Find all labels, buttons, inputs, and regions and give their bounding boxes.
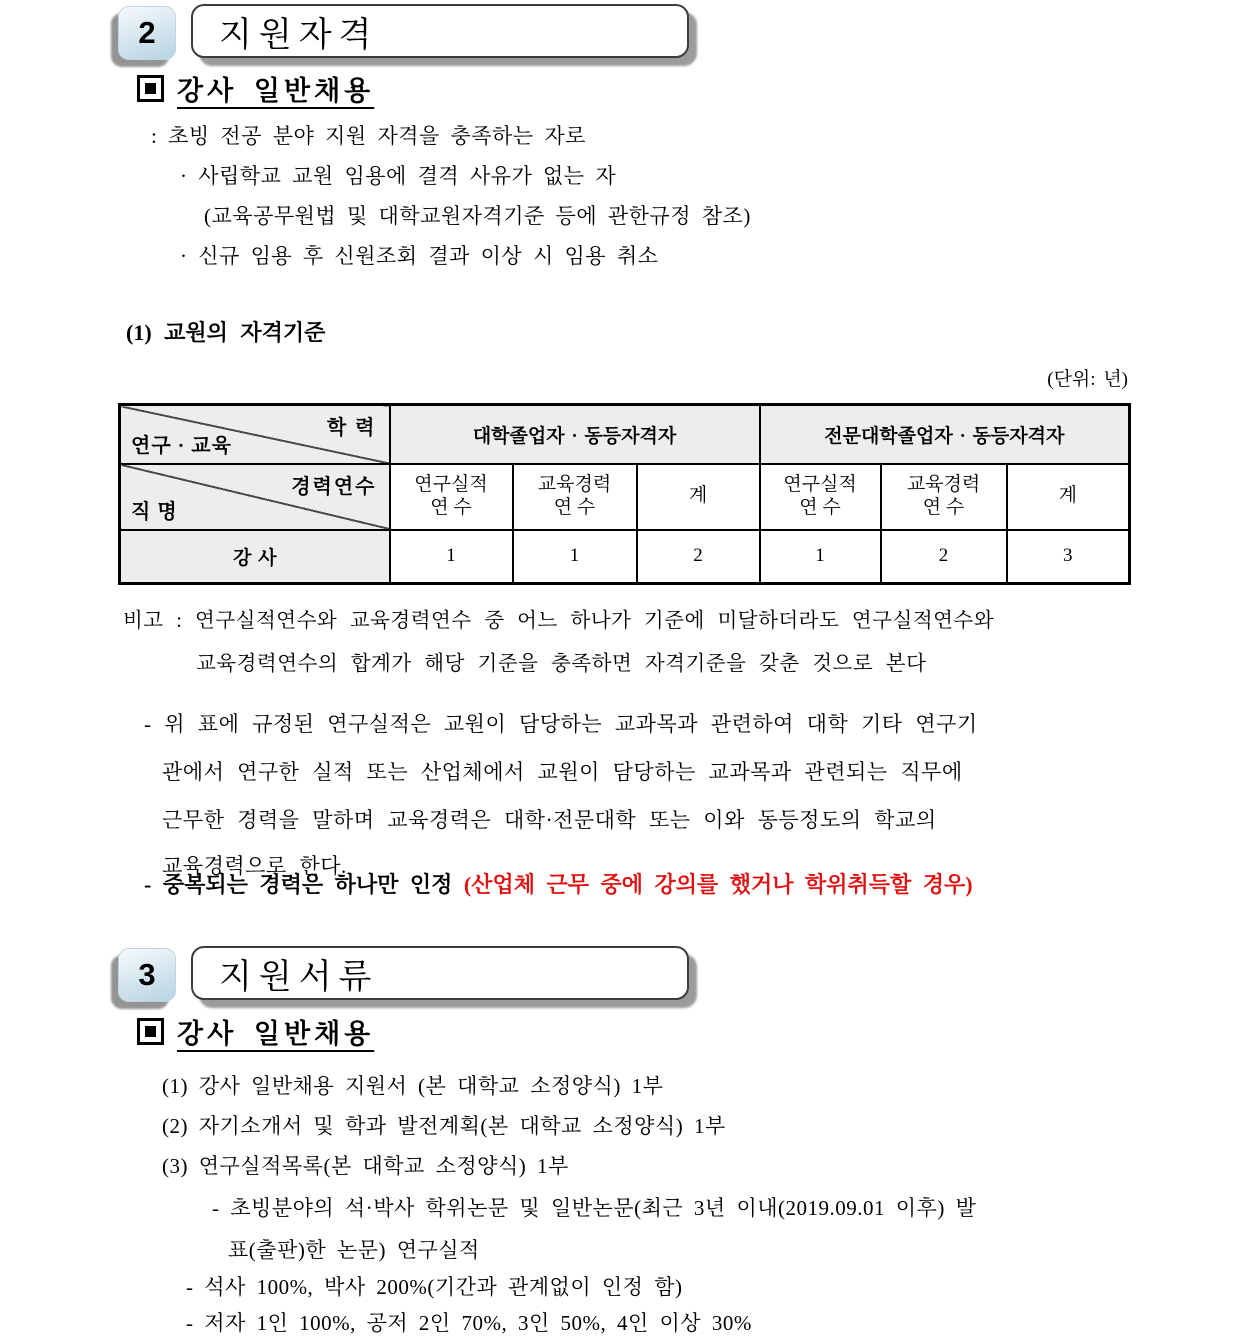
table-note-line-1: 비고 : 연구실적연수와 교육경력연수 중 어느 하나가 기준에 미달하더라도 연구실적연수와 bbox=[123, 610, 995, 632]
qualification-table bbox=[118, 403, 1131, 585]
criteria-heading: (1) 교원의 자격기준 bbox=[126, 320, 326, 345]
duplicate-career-note bbox=[144, 868, 973, 899]
document-subitem-3: - 저자 1인 100%, 공저 2인 70%, 3인 50%, 4인 이상 30% bbox=[186, 1311, 752, 1335]
unit-note: (단위: 년) bbox=[1047, 369, 1128, 390]
duplicate-career-note-red: (산업체 근무 중에 강의를 했거나 학위취득할 경우) bbox=[463, 872, 973, 897]
corner-label-position: 직 명 bbox=[131, 500, 178, 523]
table-row-sub-header bbox=[120, 464, 1130, 530]
table-row-group-header bbox=[120, 405, 1130, 464]
subsection-heading-text: 강사 일반채용 bbox=[177, 1019, 375, 1049]
square-bullet-icon bbox=[137, 1018, 164, 1045]
section-3-number: 3 bbox=[138, 957, 156, 992]
document-subitem-1-line-1: - 초빙분야의 석·박사 학위논문 및 일반논문(최근 3년 이내(2019.09.01 이후) 발 bbox=[212, 1196, 977, 1220]
research-definition-line-3: 근무한 경력을 말하며 교육경력은 대학·전문대학 또는 이와 동등정도의 학교의 bbox=[162, 808, 937, 832]
research-definition-line-4: 교육경력으로 한다. bbox=[162, 854, 347, 878]
section-3-number-badge bbox=[118, 948, 176, 1002]
col-header-teaching-1: 교육경력 연 수 bbox=[513, 464, 637, 530]
corner-label-yeongu-gyoyuk: 연구 · 교육 bbox=[131, 434, 232, 457]
document-item-2: (2) 자기소개서 및 학과 발전계획(본 대학교 소정양식) 1부 bbox=[162, 1114, 726, 1138]
table-corner-cell-education bbox=[120, 405, 390, 464]
duplicate-career-note-black: - 중복되는 경력은 하나만 인정 bbox=[144, 872, 453, 897]
value-teaching-2: 2 bbox=[881, 530, 1007, 584]
qualification-intro-line: : 초빙 전공 분야 지원 자격을 충족하는 자로 bbox=[151, 124, 586, 148]
section-2-number: 2 bbox=[138, 15, 156, 50]
corner-label-career-years: 경력연수 bbox=[291, 475, 377, 498]
table-corner-cell-career bbox=[120, 464, 390, 530]
qualification-bullet-1: · 사립학교 교원 임용에 결격 사유가 없는 자 bbox=[180, 164, 617, 188]
corner-label-hakryeok: 학 력 bbox=[326, 417, 377, 439]
document-item-1: (1) 강사 일반채용 지원서 (본 대학교 소정양식) 1부 bbox=[162, 1074, 664, 1098]
subsection-heading-documents bbox=[137, 1012, 374, 1051]
qualification-bullet-2: · 신규 임용 후 신원조회 결과 이상 시 임용 취소 bbox=[180, 244, 659, 268]
research-definition-line-2: 관에서 연구한 실적 또는 산업체에서 교원이 담당하는 교과목과 관련되는 직무에 bbox=[162, 760, 963, 784]
document-subitem-2: - 석사 100%, 박사 200%(기간과 관계없이 인정 함) bbox=[186, 1275, 683, 1299]
group-header-college-grad: 전문대학졸업자 · 동등자격자 bbox=[760, 405, 1130, 464]
qualification-bullet-1-note: (교육공무원법 및 대학교원자격기준 등에 관한규정 참조) bbox=[204, 204, 751, 228]
value-teaching-1: 1 bbox=[513, 530, 637, 584]
subsection-heading-text: 강사 일반채용 bbox=[177, 76, 375, 106]
section-3-title-box bbox=[191, 946, 689, 1000]
table-row-lecturer bbox=[120, 530, 1130, 584]
value-total-2: 3 bbox=[1007, 530, 1130, 584]
section-2-title: 지원자격 bbox=[219, 16, 379, 54]
section-3-title: 지원서류 bbox=[219, 958, 379, 996]
col-header-research-2: 연구실적 연 수 bbox=[760, 464, 881, 530]
document-subitem-1-line-2: 표(출판)한 논문) 연구실적 bbox=[228, 1238, 480, 1262]
value-total-1: 2 bbox=[637, 530, 760, 584]
document-item-3: (3) 연구실적목록(본 대학교 소정양식) 1부 bbox=[162, 1154, 569, 1178]
col-header-total-2: 계 bbox=[1007, 464, 1130, 530]
value-research-2: 1 bbox=[760, 530, 881, 584]
group-header-university-grad: 대학졸업자 · 동등자격자 bbox=[390, 405, 760, 464]
research-definition-line-1: - 위 표에 규정된 연구실적은 교원이 담당하는 교과목과 관련하여 대학 기타 연구기 bbox=[144, 712, 978, 736]
col-header-research-1: 연구실적 연 수 bbox=[390, 464, 513, 530]
table-note-line-2: 교육경력연수의 합계가 해당 기준을 충족하면 자격기준을 갖춘 것으로 본다 bbox=[196, 653, 927, 675]
subsection-heading-qualification bbox=[137, 69, 374, 108]
col-header-total-1: 계 bbox=[637, 464, 760, 530]
square-bullet-icon bbox=[137, 75, 164, 102]
col-header-teaching-2: 교육경력 연 수 bbox=[881, 464, 1007, 530]
section-2-title-box bbox=[191, 4, 689, 58]
row-label-lecturer: 강 사 bbox=[120, 530, 390, 584]
section-2-number-badge bbox=[118, 6, 176, 60]
value-research-1: 1 bbox=[390, 530, 513, 584]
